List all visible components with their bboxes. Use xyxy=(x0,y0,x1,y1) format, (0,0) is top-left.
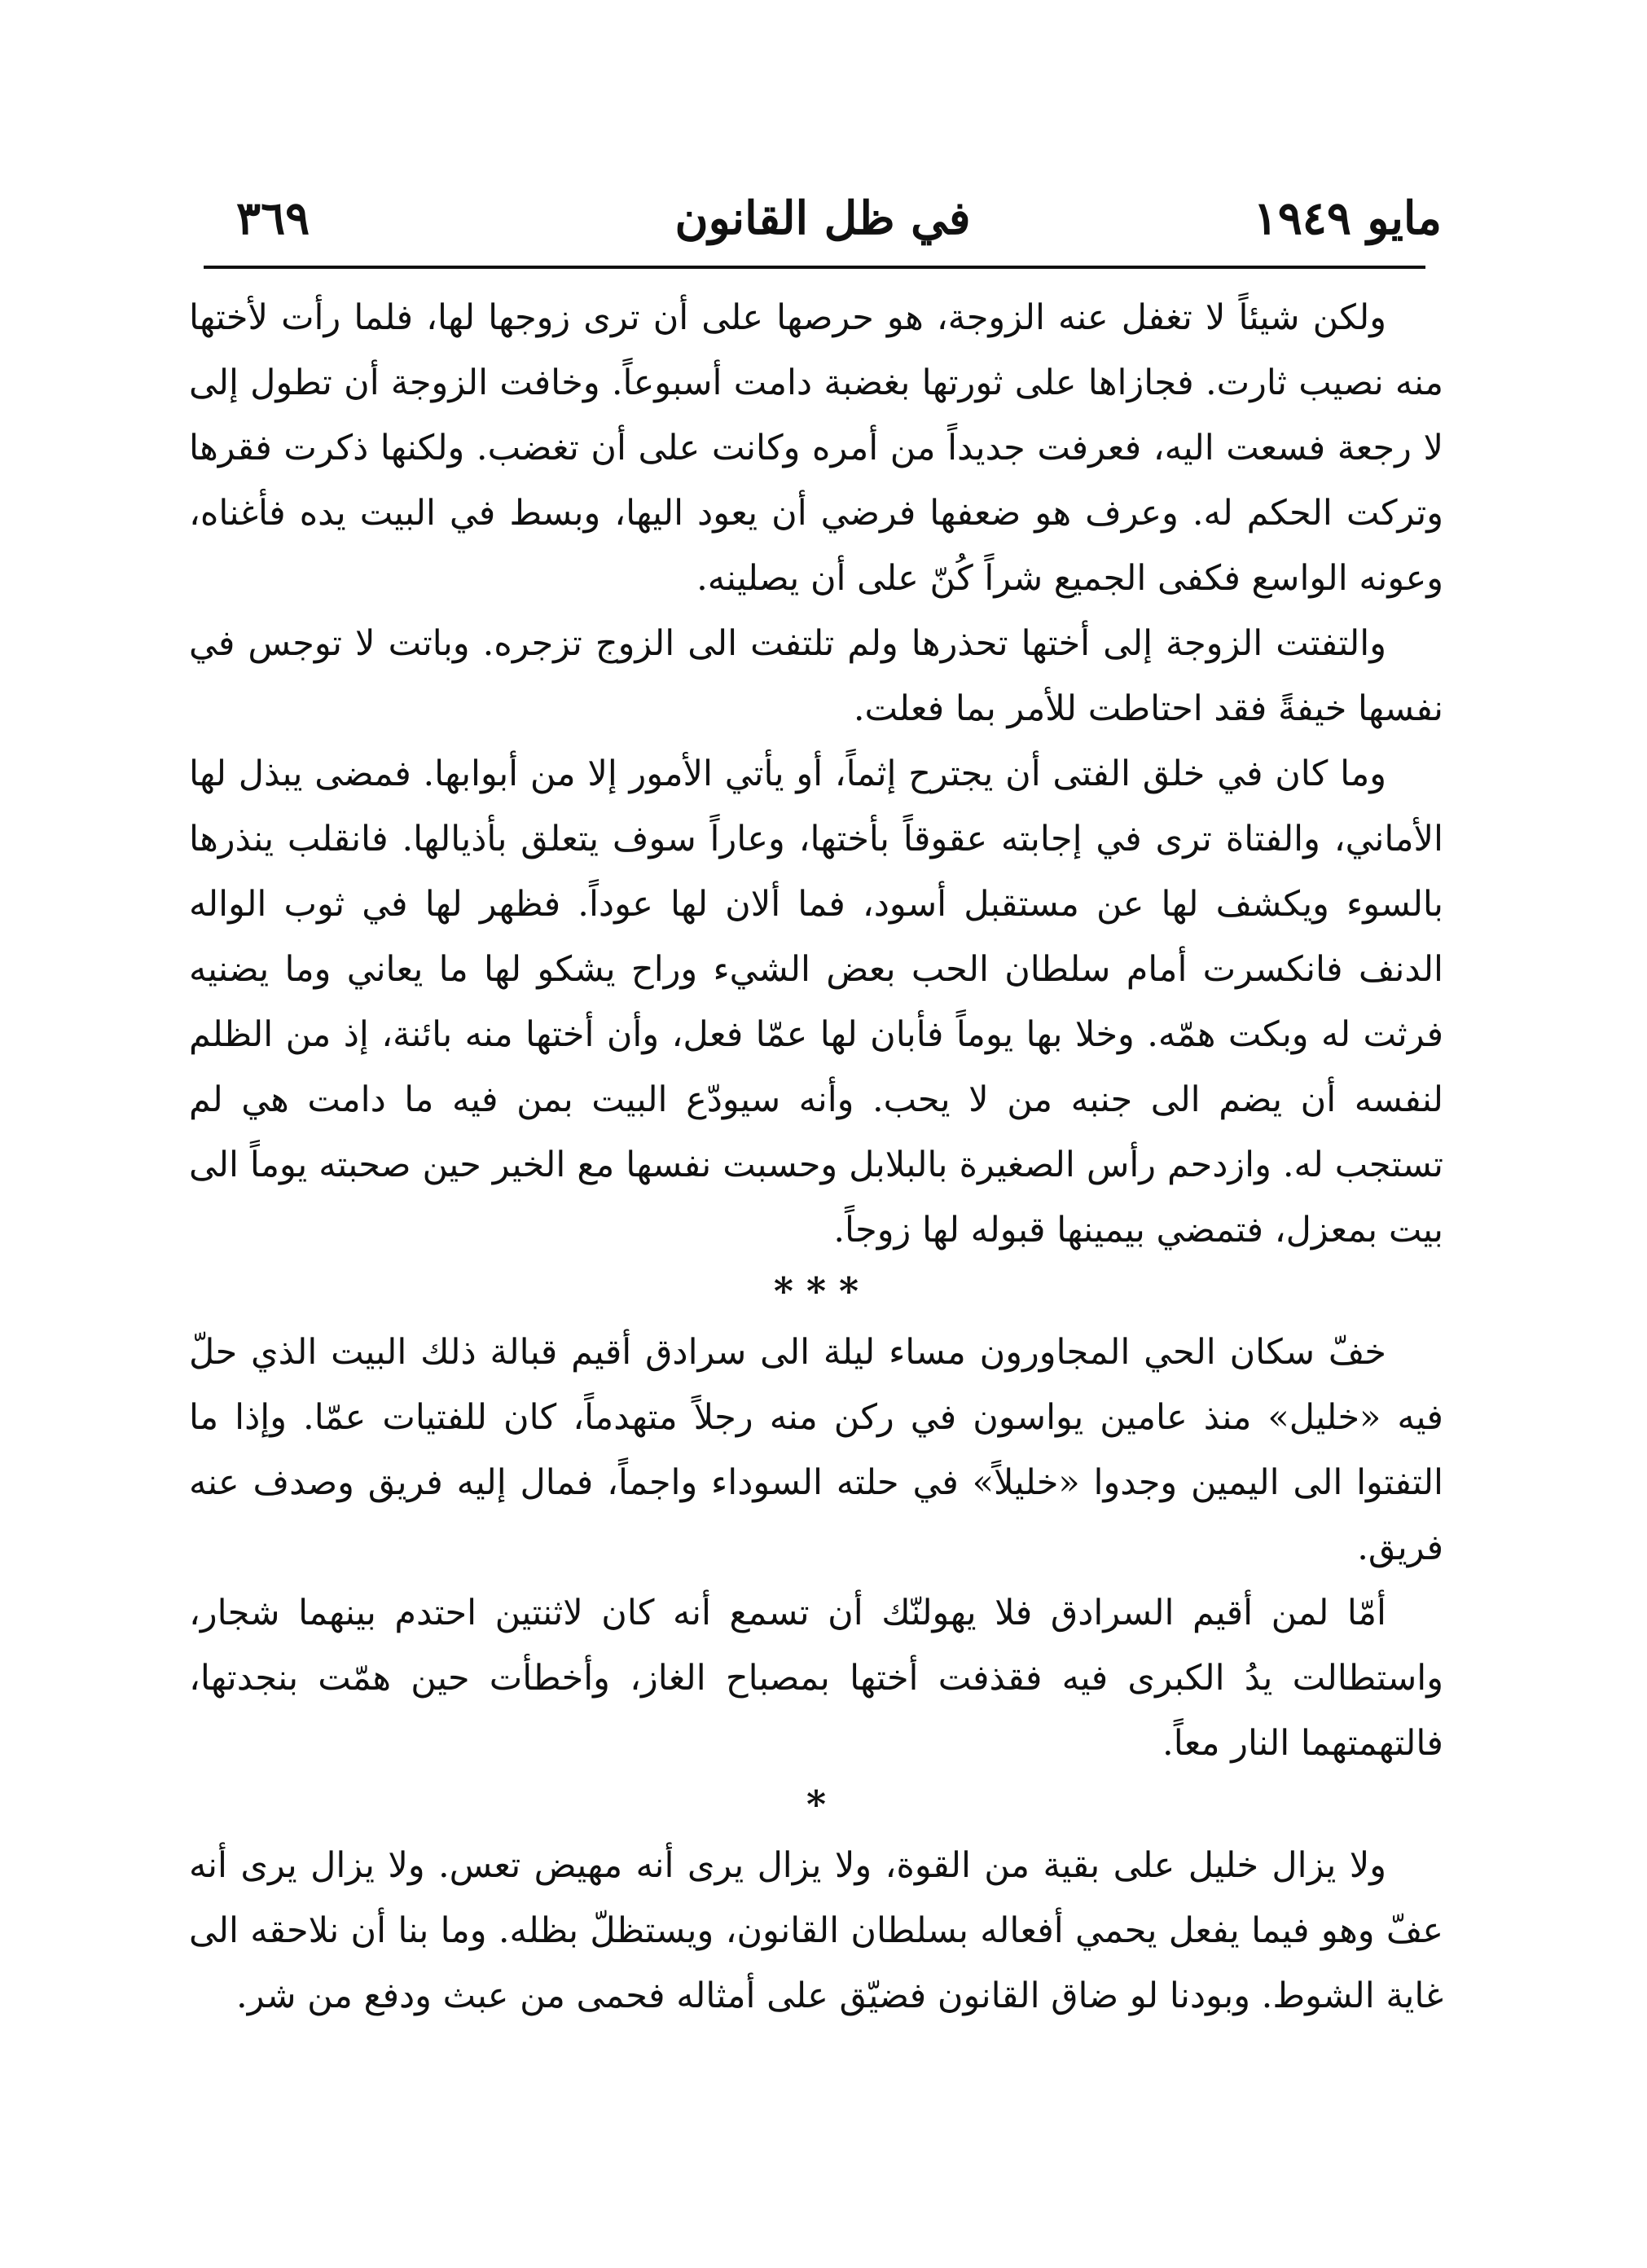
page-header xyxy=(204,178,1442,267)
paragraph: وما كان في خلق الفتى أن يجترح إثماً، أو يأتي الأمور إلا من أبوابها. فمضى يبذل لها الأماني، والفتاة ترى في إجابته عقوقاً بأختها، وعاراً سوف يتعلق بأذيالها. فانقلب ينذرها بالسوء ويكشف لها عن مستقبل أسود، فما ألان لها عوداً. فظهر لها في ثوب الواله الدنف فانكسرت أمام سلطان الحب بعض الشيء وراح يشكو لها ما يعاني وما يضنيه فرثت له وبكت همّه. وخلا بها يوماً فأبان لها عمّا فعل، وأن أختها منه بائنة، إذ من الظلم لنفسه أن يضم الى جنبه من لا يحب. وأنه سيودّع البيت بمن فيه ما دامت هي لم تستجب له. وازدحم رأس الصغيرة بالبلابل وحسبت نفسها مع الخير حين صحبته يوماً الى بيت بمعزل، فتمضي بيمينها قبوله لها زوجاً. xyxy=(189,754,1443,1250)
header-date: مايو ١٩٤٩ xyxy=(1253,191,1442,245)
body-text xyxy=(189,285,1443,2028)
page-number: ٣٦٩ xyxy=(236,191,310,245)
paragraph: خفّ سكان الحي المجاورون مساء ليلة الى سرادق أقيم قبالة ذلك البيت الذي حلّ فيه «خليل» منذ عامين يواسون في ركن منه رجلاً متهدماً، كان للفتيات عمّا. وإذا ما التفتوا الى اليمين وجدوا «خليلاً» في حلته السوداء واجماً، فمال إليه فريق وصدف عنه فريق. xyxy=(189,1332,1443,1568)
header-rule xyxy=(204,266,1425,269)
paragraph: أمّا لمن أقيم السرادق فلا يهولنّك أن تسمع أنه كان لاثنتين احتدم بينهما شجار، واستطالت يدُ الكبرى فيه فقذفت أختها بمصباح الغاز، وأخطأت حين همّت بنجدتها، فالتهمتهما النار معاً. xyxy=(189,1593,1443,1764)
paragraph: والتفتت الزوجة إلى أختها تحذرها ولم تلتفت الى الزوج تزجره. وباتت لا توجس في نفسها خيفةً فقد احتاطت للأمر بما فعلت. xyxy=(189,623,1443,729)
section-separator: * * * xyxy=(773,1269,859,1313)
header-title: في ظل القانون xyxy=(674,191,971,245)
paragraph: ولكن شيئاً لا تغفل عنه الزوجة، هو حرصها على أن ترى زوجها لها، فلما رأت لأختها منه نصيب ثارت. فجازاها على ثورتها بغضبة دامت أسبوعاً. وخافت الزوجة أن تطول إلى لا رجعة فسعت اليه، فعرفت جديداً من أمره وكانت على أن تغضب. ولكنها ذكرت فقرها وتركت الحكم له. وعرف هو ضعفها فرضي أن يعود اليها، وبسط في البيت يده فأغناه، وعونه الواسع فكفى الجميع شراً كُنّ على أن يصلينه. xyxy=(189,297,1443,599)
paragraph: ولا يزال خليل على بقية من القوة، ولا يزال يرى أنه مهيض تعس. ولا يزال يرى أنه عفّ وهو فيما يفعل يحمي أفعاله بسلطان القانون، ويستظلّ بظله. وما بنا أن نلاحقه الى غاية الشوط. وبودنا لو ضاق القانون فضيّق على أمثاله فحمى من عبث ودفع من شر. xyxy=(189,1845,1443,2016)
section-separator: * xyxy=(806,1782,827,1826)
